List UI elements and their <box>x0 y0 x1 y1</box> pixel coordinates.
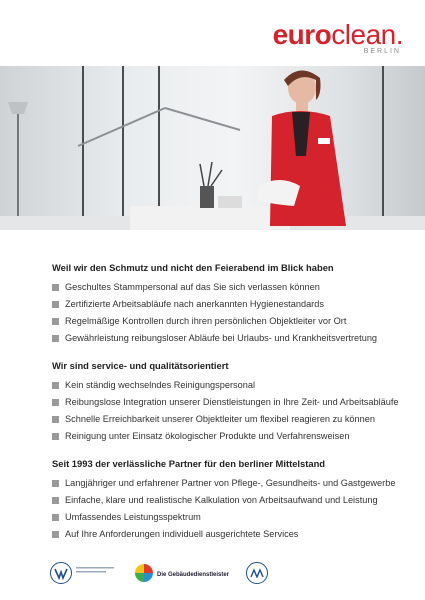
list-item-text: Schnelle Erreichbarkeit unserer Objektleiter um flexibel reagieren zu können <box>65 414 375 424</box>
list-item-text: Zertifizierte Arbeitsabläufe nach anerkannten Hygienestandards <box>65 299 324 309</box>
section-service <box>52 360 399 445</box>
section-partner <box>52 458 396 543</box>
list-item <box>52 377 382 394</box>
list-item-text: Einfache, klare und realistische Kalkulation von Arbeitsaufwand und Leistung <box>65 495 378 505</box>
list-item-text: Umfassendes Leistungsspektrum <box>65 512 201 522</box>
bullet-icon <box>52 480 59 487</box>
list-item-text: Kein ständig wechselndes Reinigungspersonal <box>65 380 255 390</box>
list-item <box>52 279 382 296</box>
brand-city: BERLIN <box>363 48 401 55</box>
benefits-content <box>52 262 399 556</box>
bullet-icon <box>52 416 59 423</box>
list-item-text: Langjähriger und erfahrener Partner von Pflege-, Gesundheits- und Gastgewerbe <box>65 478 396 488</box>
association-logo-icon <box>50 562 72 584</box>
pen-holder <box>200 186 214 208</box>
list-item-text: Auf Ihre Anforderungen individuell ausgerichtete Services <box>65 529 299 539</box>
section-staff <box>52 262 382 347</box>
list-item <box>52 296 382 313</box>
brand-name-bold: euro <box>272 19 332 50</box>
bullet-icon <box>52 433 59 440</box>
hero-image <box>0 66 425 230</box>
lamp-shade <box>8 102 28 114</box>
list-item <box>52 509 382 526</box>
bullet-icon <box>52 531 59 538</box>
bullet-icon <box>52 284 59 291</box>
list-item <box>52 394 399 411</box>
section-heading: Wir sind service- und qualitätsorientiert <box>52 360 229 371</box>
brand-logo <box>273 20 403 55</box>
desk-item <box>218 196 242 208</box>
list-item <box>52 428 382 445</box>
bullet-icon <box>52 318 59 325</box>
list-item <box>52 526 382 543</box>
list-item-text: Regelmäßige Kontrollen durch ihren persönlichen Objektleiter vor Ort <box>65 316 347 326</box>
lamp-arm <box>165 108 240 130</box>
bullet-icon <box>52 335 59 342</box>
hero-scene <box>0 66 425 230</box>
gebaeudedienstleister-logo-icon <box>135 564 153 582</box>
association-logo-text <box>76 566 121 575</box>
person-glove <box>256 180 300 206</box>
list-item-text: Gewährleistung reibungsloser Abläufe bei Urlaubs- und Krankheitsvertretung <box>65 333 378 343</box>
bullet-icon <box>52 514 59 521</box>
section-heading: Seit 1993 der verlässliche Partner für den berliner Mittelstand <box>52 458 326 469</box>
list-item-text: Reinigung unter Einsatz ökologischer Produkte und Verfahrensweisen <box>65 431 350 441</box>
desk <box>130 206 290 230</box>
brand-name-light: clean. <box>331 19 403 50</box>
brand-name <box>273 20 403 50</box>
list-item <box>52 313 382 330</box>
list-item <box>52 411 382 428</box>
section-heading: Weil wir den Schmutz und nicht den Feierabend im Blick haben <box>52 262 334 273</box>
name-tag <box>318 138 330 144</box>
bullet-icon <box>52 382 59 389</box>
partner-logos <box>50 562 380 586</box>
benefit-list <box>52 475 396 543</box>
bullet-icon <box>52 497 59 504</box>
benefit-list <box>52 377 399 445</box>
guild-seal-icon <box>246 562 268 584</box>
list-item-text: Geschultes Stammpersonal auf das Sie sich verlassen können <box>65 282 320 292</box>
list-item <box>52 492 382 509</box>
bullet-icon <box>52 399 59 406</box>
list-item-text: Reibungslose Integration unserer Dienstleistungen in Ihre Zeit- und Arbeitsabläufe <box>65 397 399 407</box>
gebaeudedienstleister-text: Die Gebäudedienstleister <box>157 572 230 578</box>
list-item <box>52 330 382 347</box>
lamp-arm <box>78 108 165 146</box>
bullet-icon <box>52 301 59 308</box>
benefit-list <box>52 279 382 347</box>
list-item <box>52 475 396 492</box>
